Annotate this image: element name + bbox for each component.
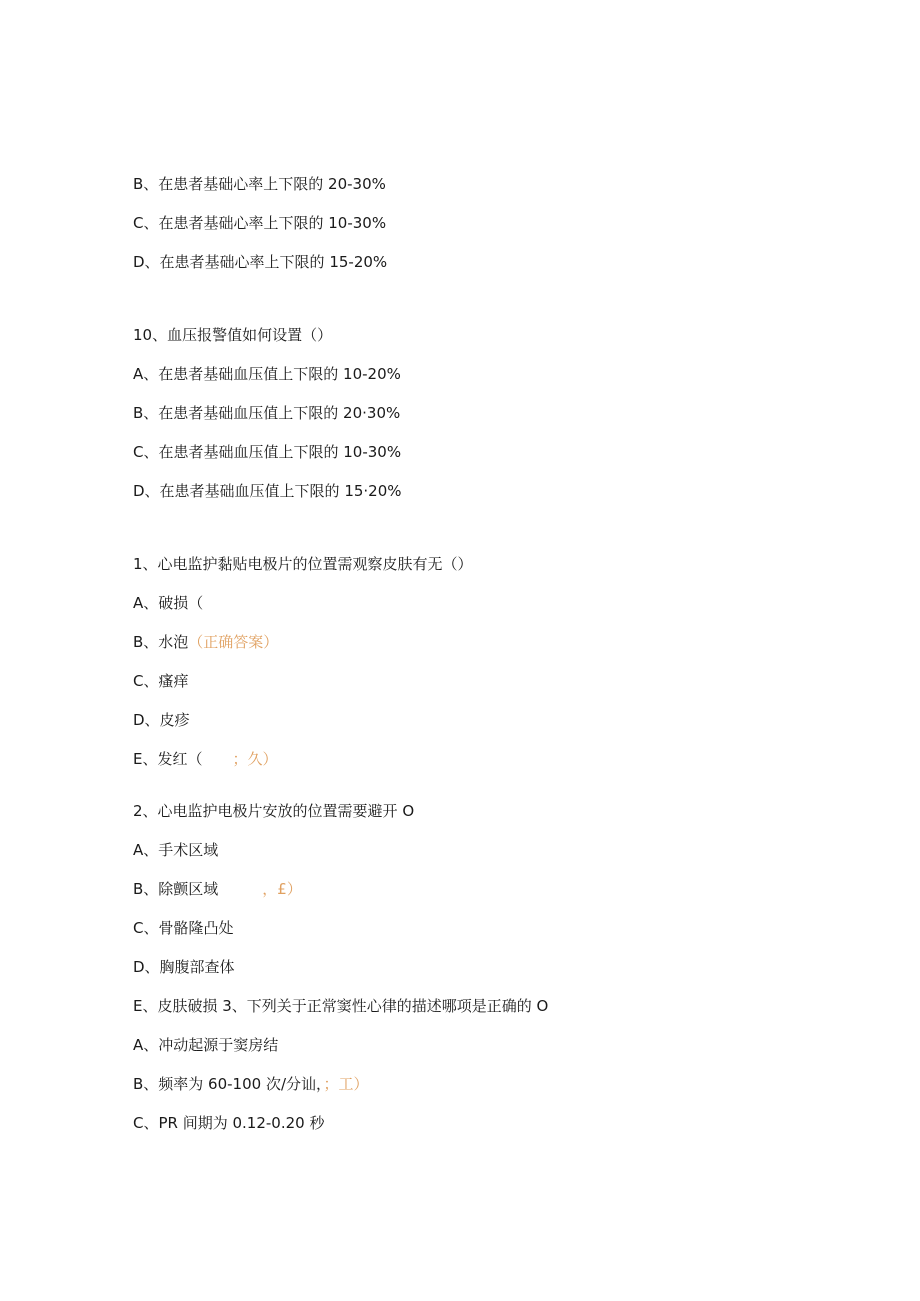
q1-option-e-text: E、发红（ bbox=[133, 750, 203, 768]
q3-option-b bbox=[133, 1074, 369, 1094]
answer-mark: ；久） bbox=[232, 750, 278, 768]
q9-option-b: B、在患者基础心率上下限的 20-30% bbox=[133, 175, 386, 193]
q10-option-b: B、在患者基础血压值上下限的 20·30% bbox=[133, 404, 401, 422]
q2-option-c: C、骨骼隆凸处 bbox=[133, 919, 234, 937]
q3-option-a: A、冲动起源于窦房结 bbox=[133, 1036, 279, 1054]
q1-option-e bbox=[133, 749, 278, 769]
q1-option-b-text: B、水泡 bbox=[133, 633, 189, 651]
answer-mark: ；工） bbox=[323, 1075, 369, 1093]
q2-option-a: A、手术区域 bbox=[133, 841, 219, 859]
q2-option-e-q3-title: E、皮肤破损 3、下列关于正常窦性心律的描述哪项是正确的 O bbox=[133, 997, 549, 1015]
q1-option-a: A、破损（ bbox=[133, 594, 204, 612]
answer-mark: ，£） bbox=[262, 880, 302, 898]
q2-option-b-text: B、除颤区域 bbox=[133, 880, 219, 898]
q2-option-d: D、胸腹部查体 bbox=[133, 958, 235, 976]
q10-option-c: C、在患者基础血压值上下限的 10-30% bbox=[133, 443, 402, 461]
q1-option-d: D、皮疹 bbox=[133, 711, 190, 729]
q3-option-c: C、PR 间期为 0.12-0.20 秒 bbox=[133, 1114, 325, 1132]
q9-option-d: D、在患者基础心率上下限的 15-20% bbox=[133, 253, 388, 271]
q10-title: 10、血压报警值如何设置（） bbox=[133, 326, 333, 344]
q3-option-b-text: B、频率为 60-100 次/分讪， bbox=[133, 1075, 324, 1093]
q1-title: 1、心电监护黏贴电极片的位置需观察皮肤有无（） bbox=[133, 555, 473, 573]
q9-option-c: C、在患者基础心率上下限的 10-30% bbox=[133, 214, 387, 232]
q2-option-b bbox=[133, 879, 302, 899]
correct-answer-mark: （正确答案） bbox=[188, 633, 279, 651]
q10-option-a: A、在患者基础血压值上下限的 10-20% bbox=[133, 365, 401, 383]
q1-option-b bbox=[133, 632, 278, 652]
q2-title: 2、心电监护电极片安放的位置需要避开 O bbox=[133, 802, 415, 820]
q10-option-d: D、在患者基础血压值上下限的 15·20% bbox=[133, 482, 402, 500]
q1-option-c: C、瘙痒 bbox=[133, 672, 189, 690]
